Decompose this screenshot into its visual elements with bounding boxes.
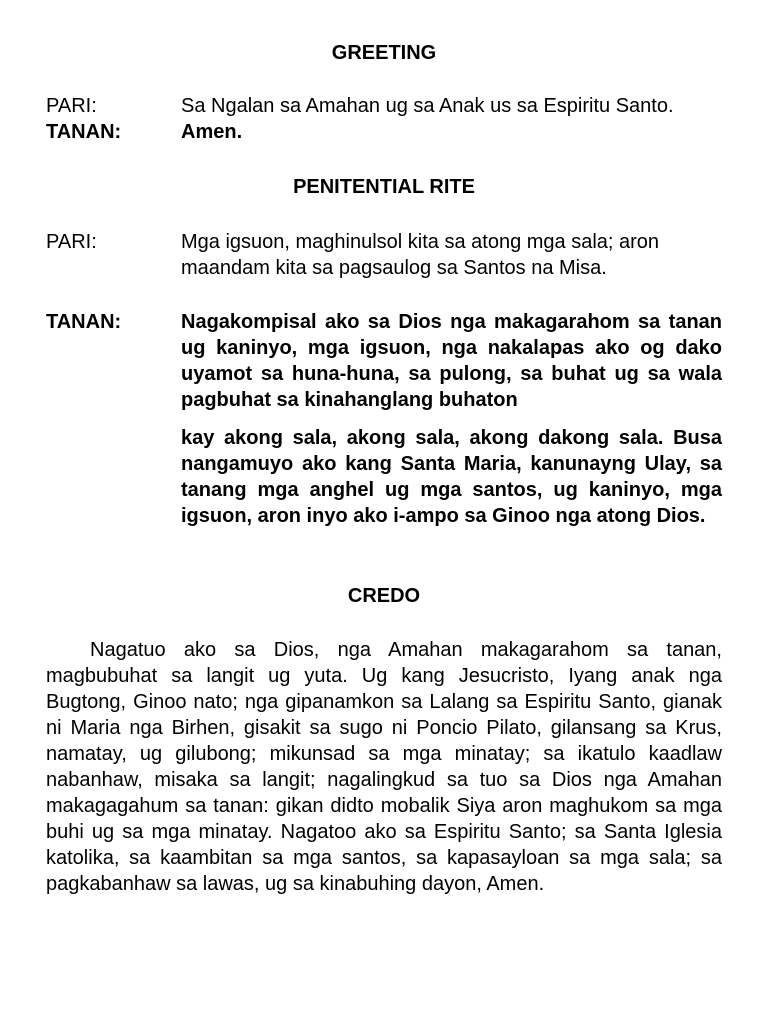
greeting-pari-line — [46, 93, 722, 119]
tanan-response-text: Amen. — [181, 121, 243, 143]
speaker-label-tanan: TANAN: — [46, 311, 122, 333]
penitential-rite-heading: PENITENTIAL RITE — [293, 176, 475, 198]
speaker-label-pari: PARI: — [46, 231, 97, 253]
speaker-label-tanan: TANAN: — [46, 121, 122, 143]
greeting-tanan-line — [46, 119, 722, 145]
credo-section — [46, 637, 722, 897]
confiteor-text-part-1: Nagakompisal ako sa Dios nga makagarahom sa tanan ug kaninyo, mga igsuon, nga nakalapas ako og dako uyamot sa huna-huna, sa pulong, sa buhat ug sa wala pagbuhat sa kinahanglang buhaton — [181, 311, 722, 411]
credo-heading: CREDO — [347, 585, 421, 607]
penitential-tanan-line — [46, 309, 722, 413]
pari-penitential-text: Mga igsuon, maghinulsol kita sa atong mga sala; aron maandam kita sa pagsaulog sa Santos na Misa. — [181, 231, 660, 279]
greeting-heading: GREETING — [331, 42, 437, 64]
credo-text: Nagatuo ako sa Dios, nga Amahan makagarahom sa tanan, magbubuhat sa langit ug yuta. Ug kang Jesucristo, Iyang anak nga Bugtong, Ginoo nato; nga gipanamkon sa Lalang sa Espiritu Santo, gianak ni Maria nga Birhen, gisakit sa sugo ni Poncio Pilato, gilansang sa Krus, namatay, ug gilubong; mikunsad sa mga minatay; sa ikatulo kaadlaw nabanhaw, misaka sa langit; nagalingkud sa tuo sa Dios nga Amahan makagagahum sa tanan: gikan didto mobalik Siya aron maghukom sa mga buhi ug sa mga minatay. Nagatoo ako sa Espiritu Santo; sa Santa Iglesia katolika, sa kaambitan sa mga santos, sa kapasayloan sa mga sala; sa pagkabanhaw sa lawas, ug sa kinabuhing dayon, Amen. — [46, 639, 722, 895]
penitential-pari-line — [46, 229, 722, 281]
pari-greeting-text: Sa Ngalan sa Amahan ug sa Anak us sa Espiritu Santo. — [181, 95, 674, 117]
greeting-section — [46, 93, 722, 145]
speaker-label-pari: PARI: — [46, 95, 97, 117]
confiteor-text-part-2: kay akong sala, akong sala, akong dakong sala. Busa nangamuyo ako kang Santa Maria, kanunayng Ulay, sa tanang mga anghel ug mga santos, ug kaninyo, mga igsuon, aron inyo ako i-ampo sa Ginoo nga atong Dios. — [181, 427, 722, 527]
